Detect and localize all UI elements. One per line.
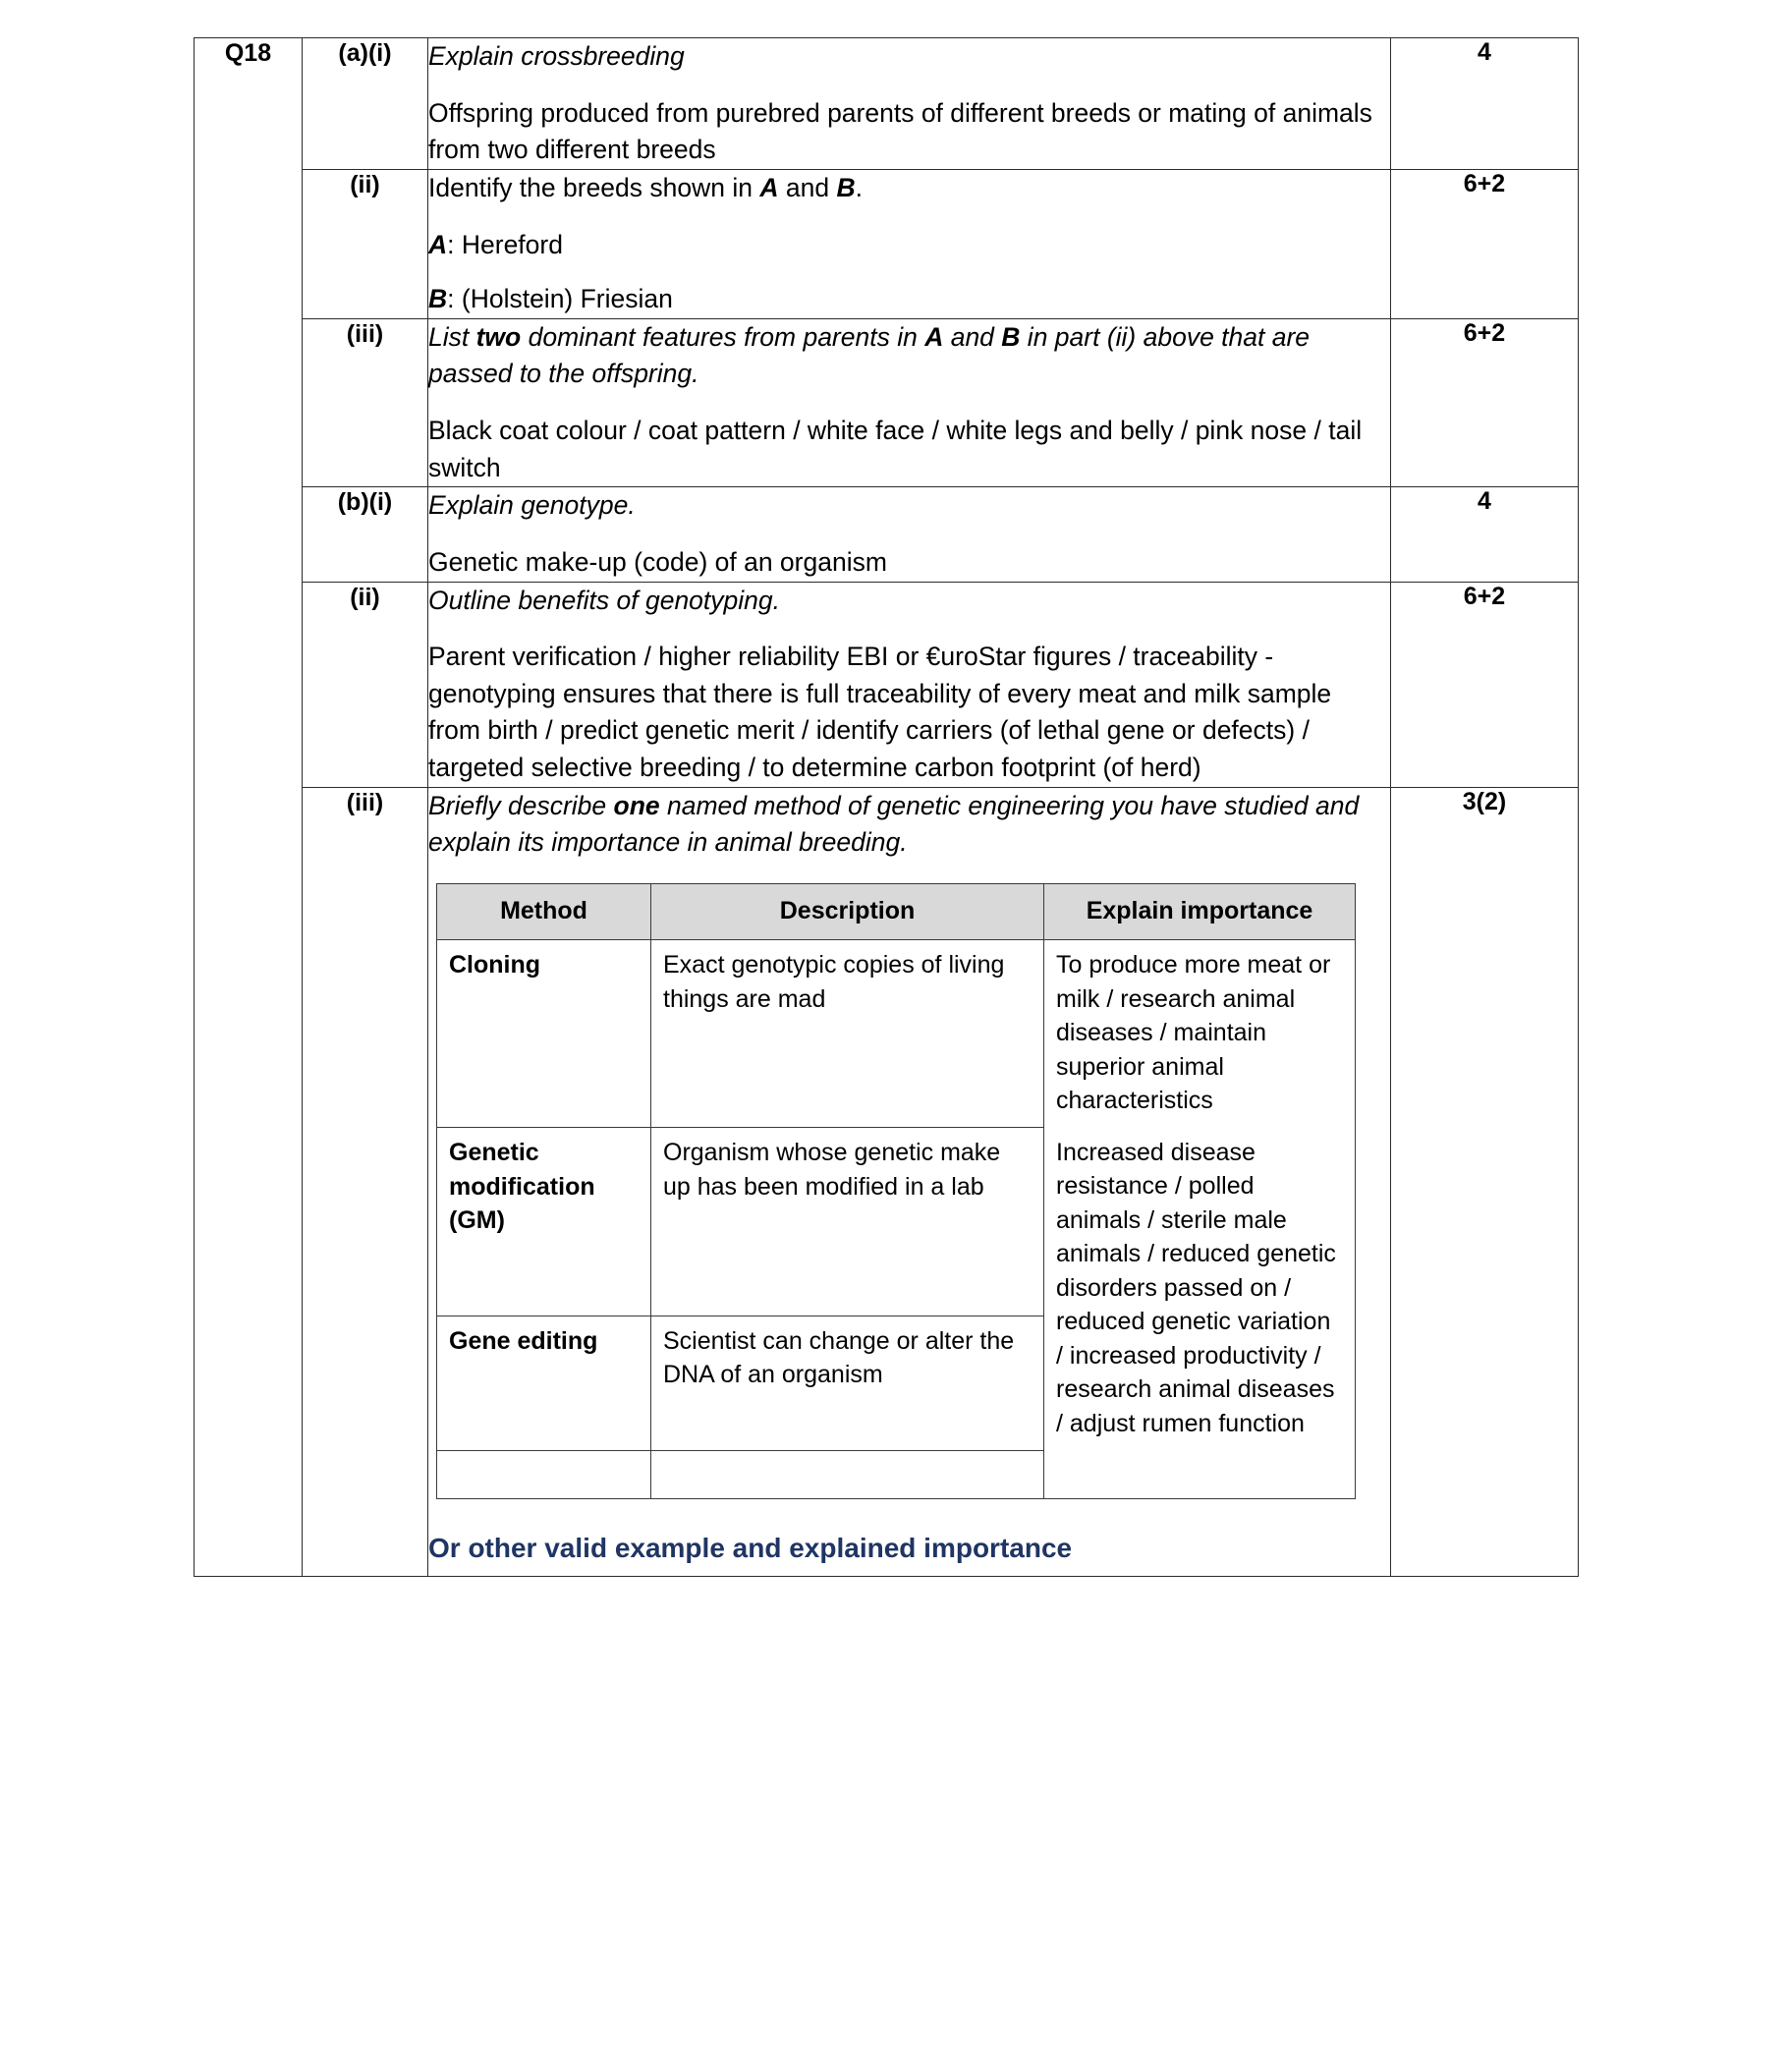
breed-a-value: : Hereford — [447, 229, 563, 259]
stem-ref-a: A — [924, 321, 944, 352]
answer-text: Black coat colour / coat pattern / white face / white legs and belly / pink nose / tail switch — [428, 416, 1363, 482]
question-stem: Explain genotype. — [428, 490, 636, 521]
part-label-a-i: (a)(i) — [303, 38, 428, 170]
answer-cell-b-iii — [428, 787, 1391, 1576]
stem-pre: Identify the breeds shown in — [428, 172, 760, 202]
label-b: B — [428, 284, 448, 314]
methods-row-cloning — [437, 940, 1356, 1128]
method-description: Scientist can change or alter the DNA of an organism — [651, 1316, 1044, 1450]
answer-cell-b-i — [428, 487, 1391, 582]
answer-cell-a-iii — [428, 318, 1391, 487]
answer-breed-a — [428, 227, 1390, 264]
stem-part-2: named method of genetic engineering you have studied and explain its importance in animal breeding. — [428, 790, 1360, 858]
methods-header-row — [437, 883, 1356, 940]
stem-part-1: List — [428, 321, 476, 352]
question-stem — [428, 319, 1390, 393]
marks-a-ii: 6+2 — [1391, 169, 1579, 318]
stem-ref-b: B — [1001, 321, 1021, 352]
methods-col-header-importance: Explain importance — [1044, 883, 1356, 940]
question-stem: Explain crossbreeding — [428, 41, 685, 71]
methods-row-spacer — [437, 1450, 1356, 1498]
method-importance: Increased disease resistance / polled animals / sterile male animals / reduced genetic disorders passed on / reduced genetic variation / increased productivity / research animal diseases / adjust rumen function — [1044, 1128, 1356, 1451]
method-importance: To produce more meat or milk / research animal diseases / maintain superior animal characteristics — [1044, 940, 1356, 1128]
stem-ref-a: A — [759, 172, 779, 202]
breed-b-value: : (Holstein) Friesian — [447, 284, 673, 314]
method-description: Organism whose genetic make up has been modified in a lab — [651, 1128, 1044, 1316]
question-stem — [428, 788, 1390, 862]
marks-a-i: 4 — [1391, 38, 1579, 170]
question-number: Q18 — [195, 38, 303, 1577]
stem-part-3: and — [943, 321, 1002, 352]
methods-col-header-description: Description — [651, 883, 1044, 940]
marks-b-iii: 3(2) — [1391, 787, 1579, 1576]
stem-part-1: Briefly describe — [428, 790, 614, 820]
stem-part-2: dominant features from parents in — [521, 321, 925, 352]
answer-text: Offspring produced from purebred parents of different breeds or mating of animals from two different breeds — [428, 97, 1372, 165]
stem-ref-b: B — [836, 172, 856, 202]
table-row — [195, 487, 1579, 582]
table-row — [195, 582, 1579, 787]
part-label-a-ii: (ii) — [303, 169, 428, 318]
part-label-b-i: (b)(i) — [303, 487, 428, 582]
table-row — [195, 169, 1579, 318]
marks-a-iii: 6+2 — [1391, 318, 1579, 487]
question-stem — [428, 170, 1390, 207]
methods-row-gm — [437, 1128, 1356, 1316]
method-description: Exact genotypic copies of living things are mad — [651, 940, 1044, 1128]
table-row — [195, 318, 1579, 487]
marks-b-i: 4 — [1391, 487, 1579, 582]
stem-post: . — [855, 172, 863, 202]
table-row — [195, 787, 1579, 1576]
answer-text: Parent verification / higher reliability EBI or €uroStar figures / traceability - genotyping ensures that there is full traceability of every meat and milk sample from birth / predict genetic merit / identify carriers (of lethal gene or defects) / targeted selective breeding / to determine carbon footprint (of herd) — [428, 642, 1332, 782]
spacer-cell-description — [651, 1450, 1044, 1498]
stem-part-4: in part (ii) above that are passed to the offspring. — [428, 321, 1311, 389]
part-label-a-iii: (iii) — [303, 318, 428, 487]
answer-text: Genetic make-up (code) of an organism — [428, 546, 887, 577]
stem-emphasis: two — [475, 321, 522, 352]
answer-breed-b — [428, 281, 1390, 318]
spacer-cell-method — [437, 1450, 651, 1498]
methods-table — [436, 883, 1356, 1499]
method-name: Cloning — [437, 940, 651, 1128]
label-a: A — [428, 229, 448, 259]
method-name: Gene editing — [437, 1316, 651, 1450]
method-name: Genetic modification (GM) — [437, 1128, 651, 1316]
spacer-cell-importance — [1044, 1450, 1356, 1498]
methods-table-wrapper — [428, 883, 1390, 1499]
or-other-valid-example-note: Or other valid example and explained importance — [428, 1532, 1073, 1563]
answer-cell-a-ii — [428, 169, 1391, 318]
answer-cell-b-ii — [428, 582, 1391, 787]
question-stem: Outline benefits of genotyping. — [428, 585, 780, 615]
marking-scheme-table — [194, 37, 1579, 1577]
stem-mid: and — [778, 172, 837, 202]
answer-cell-a-i — [428, 38, 1391, 170]
part-label-b-iii: (iii) — [303, 787, 428, 1576]
marks-b-ii: 6+2 — [1391, 582, 1579, 787]
part-label-b-ii: (ii) — [303, 582, 428, 787]
table-row — [195, 38, 1579, 170]
stem-emphasis: one — [613, 790, 660, 820]
methods-col-header-method: Method — [437, 883, 651, 940]
